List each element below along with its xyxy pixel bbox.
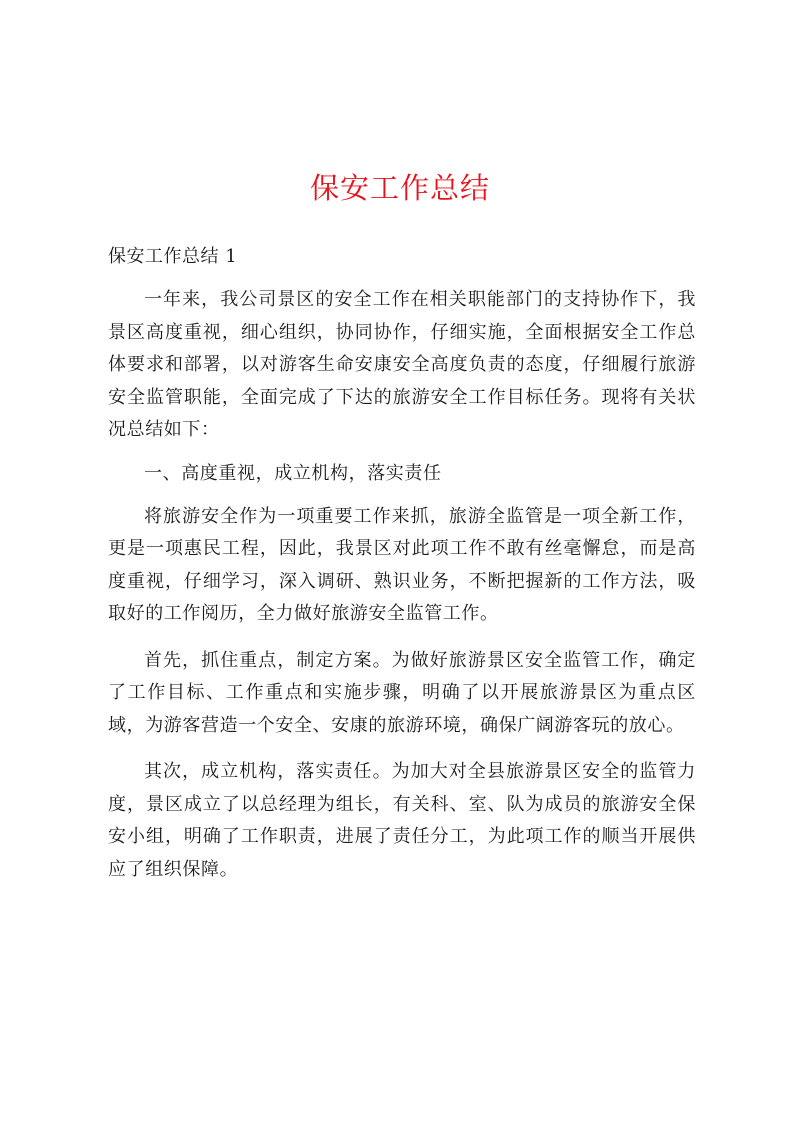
- paragraph-second: 其次，成立机构，落实责任。为加大对全县旅游景区安全的监管力度，景区成立了以总经理为组长，有关科、室、队为成员的旅游安全保安小组，明确了工作职责，进展了责任分工，为此项工作的顺当开展供应了组织保障。: [108, 761, 696, 880]
- paragraph-importance: 将旅游安全作为一项重要工作来抓，旅游全监管是一项全新工作，更是一项惠民工程，因此，我景区对此项工作不敢有丝毫懈怠，而是高度重视，仔细学习，深入调研、熟识业务，不断把握新的工作方法，吸取好的工作阅历，全力做好旅游安全监管工作。: [108, 505, 696, 624]
- document-body: [108, 244, 696, 900]
- paragraph-intro: 一年来，我公司景区的安全工作在相关职能部门的支持协作下，我景区高度重视，细心组织，协同协作，仔细实施，全面根据安全工作总体要求和部署，以对游客生命安康安全高度负责的态度，仔细履行旅游安全监管职能，全面完成了下达的旅游安全工作目标任务。现将有关状况总结如下：: [108, 289, 696, 440]
- paragraph-first: 首先，抓住重点，制定方案。为做好旅游景区安全监管工作，确定了工作目标、工作重点和实施步骤，明确了以开展旅游景区为重点区域，为游客营造一个安全、安康的旅游环境，确保广阔游客玩的放心。: [108, 649, 696, 736]
- section-heading-1: 一、高度重视，成立机构，落实责任: [144, 462, 442, 484]
- document-subtitle: 保安工作总结 1: [108, 246, 238, 267]
- document-title: 保安工作总结: [309, 171, 490, 205]
